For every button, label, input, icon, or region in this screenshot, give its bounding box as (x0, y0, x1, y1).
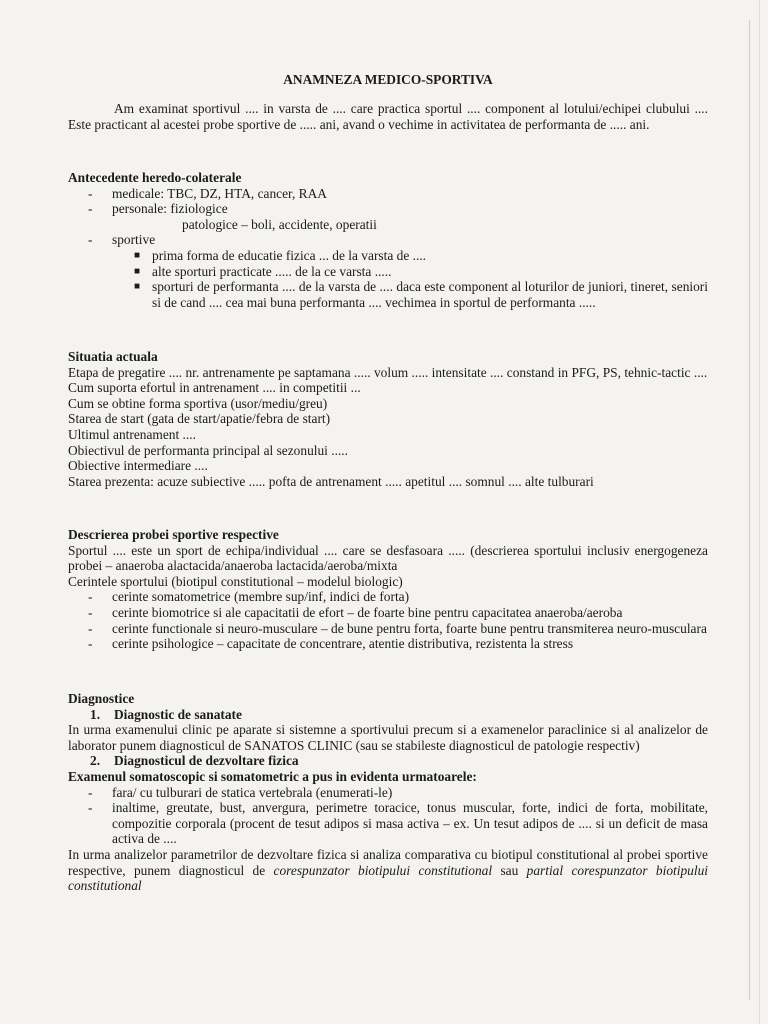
section-diagnostice (68, 691, 708, 894)
text-line: Ultimul antrenament .... (68, 426, 196, 442)
text-paragraph: Sportul .... este un sport de echipa/individual .... care se desfasoara ..... (descrierea sportului inclusiv energogeneza probei – anaeroba alactacida/anaeroba lactacida/aeroba/mixta (68, 542, 708, 574)
list-item: - inaltime, greutate, bust, anvergura, perimetre toracice, tonus muscular, forte, indici de forta, mobilitate, compozitie corporala (procent de tesut adipos si masa activa – ex. Un tesut adipos de .... si un deficit de masa activa de .... (88, 800, 708, 847)
list-item: - cerinte biomotrice si ale capacitatii de efort – de foarte bine pentru capacitatea anaeroba/aeroba (88, 604, 623, 620)
section-descrierea (68, 527, 708, 652)
bullet-item: ■ prima forma de educatie fizica ... de la varsta de .... (134, 247, 427, 263)
numbered-heading: 2. Diagnosticul de dezvoltare fizica (90, 753, 299, 769)
section-situatia (68, 349, 708, 489)
text-line: Starea de start (gata de start/apatie/febra de start) (68, 411, 331, 427)
text-line: Etapa de pregatire .... nr. antrenamente pe saptamana ..... volum ..... intensitate .... constand in PFG, PS, tehnic-tactic .... (68, 364, 708, 380)
list-item: - personale: fiziologice (88, 201, 228, 217)
page-edge-line (749, 20, 750, 1000)
text-line: Obiectivul de performanta principal al sezonului ..... (68, 442, 348, 458)
text-paragraph: In urma analizelor parametrilor de dezvoltare fizica si analiza comparativa cu biotipul constitutional al probei sportive respective, punem diagnosticul de corespunzator biotipului constitutional sau partial corespunzator biotipului constitutional (68, 846, 708, 894)
text-line: Starea prezenta: acuze subiective ..... pofta de antrenament ..... apetitul .... somnul .... alte tulburari (68, 473, 594, 489)
intro-text: Am examinat sportivul .... in varsta de .... care practica sportul .... component al lotului/echipei clubului .... Este practicant al acestei probe sportive de ..... ani, avand o vechime in activitatea de performanta de ..... ani. (68, 101, 708, 132)
section-antecedente (68, 170, 708, 310)
subsection-heading: Examenul somatoscopic si somatometric a pus in evidenta urmatoarele: (68, 768, 477, 784)
list-subitem: patologice – boli, accidente, operatii (182, 216, 377, 232)
section-heading: Situatia actuala (68, 349, 158, 364)
text-line: Obiective intermediare .... (68, 458, 208, 474)
section-heading: Antecedente heredo-colaterale (68, 170, 242, 185)
list-item: - cerinte somatometrice (membre sup/inf, indici de forta) (88, 589, 410, 605)
list-item: - medicale: TBC, DZ, HTA, cancer, RAA (88, 185, 327, 201)
bullet-item: ■ alte sporturi practicate ..... de la ce varsta ..... (134, 263, 392, 279)
section-heading: Descrierea probei sportive respective (68, 527, 279, 542)
list-item: - sportive (88, 232, 156, 248)
text-paragraph: Cerintele sportului (biotipul constitutional – modelul biologic) (68, 573, 403, 589)
numbered-heading: 1. Diagnostic de sanatate (90, 706, 242, 722)
text-line: Cum se obtine forma sportiva (usor/mediu/greu) (68, 395, 328, 411)
intro-paragraph (68, 101, 708, 132)
page-edge-line (759, 0, 760, 1024)
list-item: - cerinte psihologice – capacitate de concentrare, atentie distributiva, rezistenta la stress (88, 636, 574, 652)
list-item: - fara/ cu tulburari de statica vertebrala (enumerati-le) (88, 784, 393, 800)
list-item: - cerinte functionale si neuro-musculare – de bune pentru forta, foarte bune pentru transmiterea neuro-musculara (88, 620, 707, 636)
text-paragraph: In urma examenului clinic pe aparate si sistemne a sportivului precum si a examenelor paraclinice si al analizelor de laborator punem diagnosticul de SANATOS CLINIC (sau se stabileste diagnosticul de patologie respectiv) (68, 722, 708, 753)
section-heading: Diagnostice (68, 691, 135, 706)
text-line: Cum suporta efortul in antrenament .... in competitii ... (68, 380, 361, 396)
bullet-item: ■ sporturi de performanta .... de la varsta de .... daca este component al loturilor de juniori, tineret, seniori si de cand .... cea mai buna performanta .... vechimea in sportul de performanta ..... (134, 279, 708, 310)
page-title: ANAMNEZA MEDICO-SPORTIVA (283, 72, 493, 87)
